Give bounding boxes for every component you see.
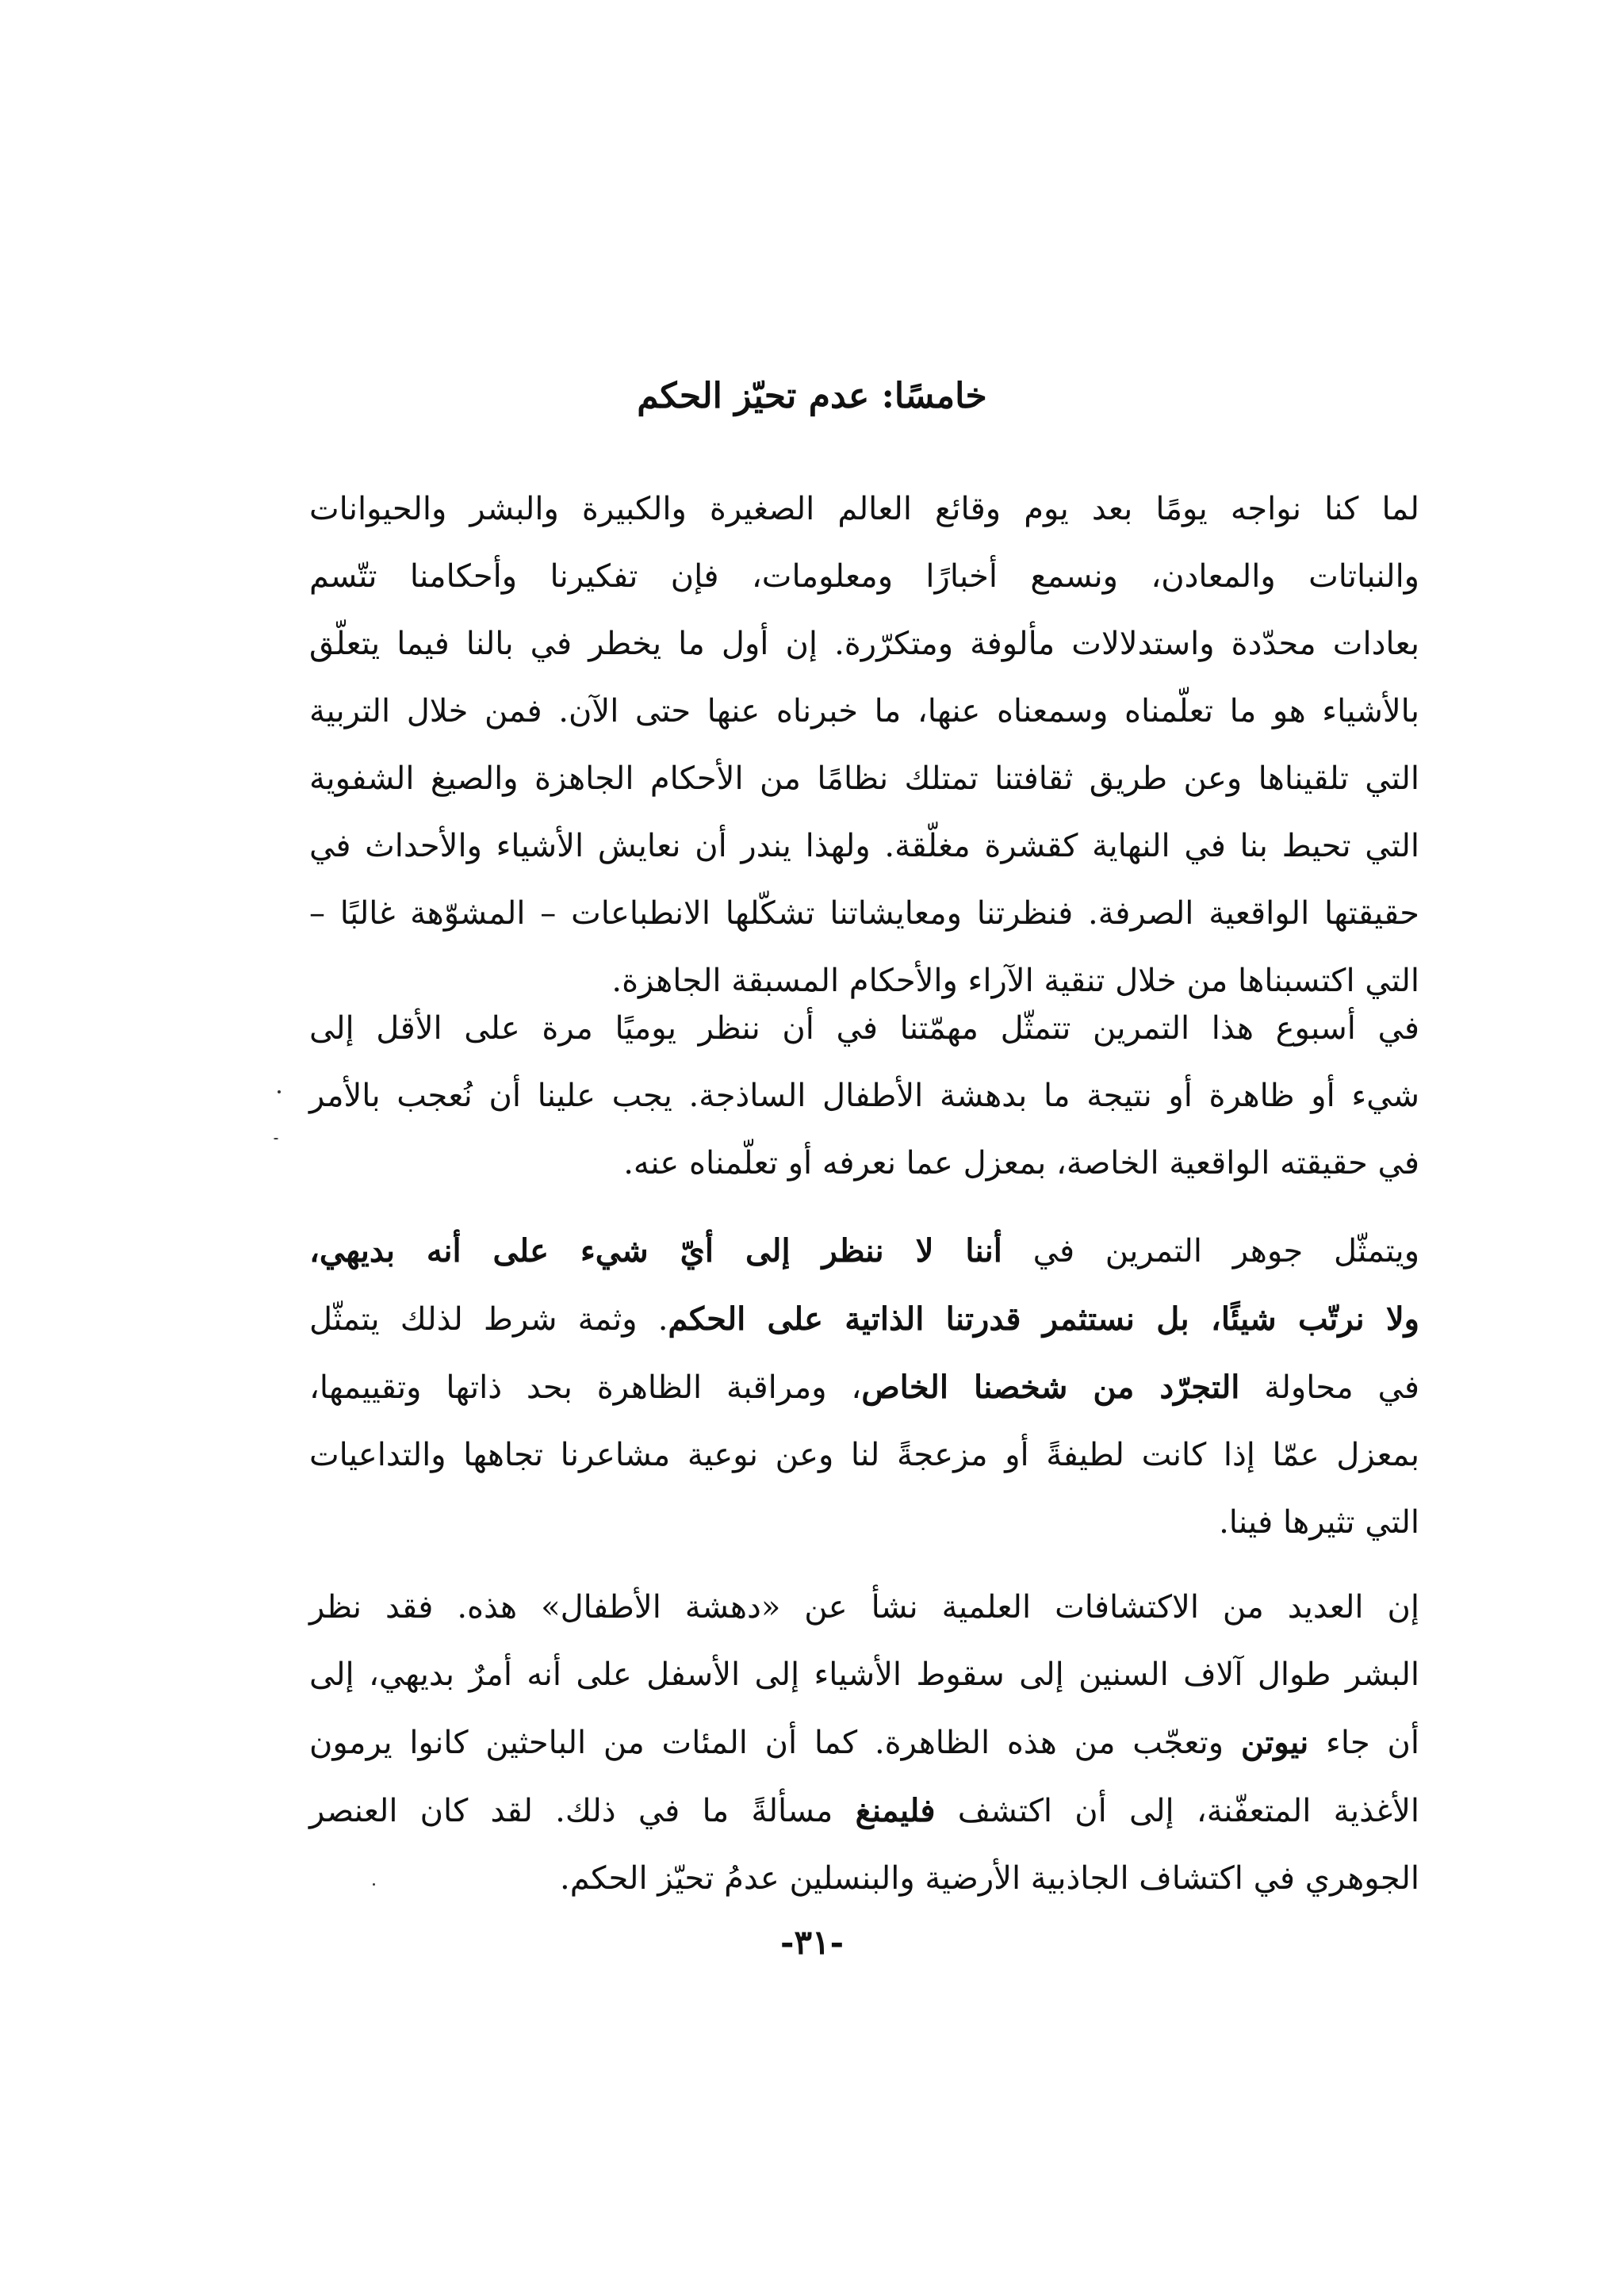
paragraph-line: بالأشياء هو ما تعلّمناه وسمعناه عنها، ما خبرناه عنها حتى الآن. فمن خلال التربية <box>309 693 1419 730</box>
paragraph-line: التي تحيط بنا في النهاية كقشرة مغلّقة. ولهذا يندر أن نعايش الأشياء والأحداث في <box>309 828 1419 864</box>
scan-speck <box>274 1138 278 1139</box>
text-run: في محاولة <box>1239 1369 1419 1406</box>
paragraph-exercise-essence <box>309 1217 1419 1557</box>
paragraph-line <box>309 1777 1419 1845</box>
emphasized-name: نيوتن <box>1240 1724 1309 1761</box>
paragraph-line: حقيقتها الواقعية الصرفة. فنظرتنا ومعايشاتنا تشكّلها الانطباعات – المشوّهة غالبًا – <box>309 895 1419 932</box>
paragraph-line: في أسبوع هذا التمرين تتمثّل مهمّتنا في أن ننظر يوميًا مرة على الأقل إلى <box>309 1010 1419 1047</box>
paragraph-line: البشر طوال آلاف السنين إلى سقوط الأشياء إلى الأسفل على أنه أمرٌ بديهي، إلى <box>309 1656 1420 1693</box>
paragraph-line: بمعزل عمّا إذا كانت لطيفةً أو مزعجةً لنا وعن نوعية مشاعرنا تجاهها والتداعيات <box>309 1437 1419 1473</box>
text-run: أن جاء <box>1308 1725 1419 1761</box>
text-run: الأغذية المتعفّنة، إلى أن اكتشف <box>935 1793 1419 1829</box>
text-run: ، ومراقبة الظاهرة بحد ذاتها وتقييمها، <box>309 1369 862 1406</box>
paragraph-line <box>309 1709 1419 1777</box>
paragraph-line <box>309 1285 1419 1354</box>
text-run: وتعجّب من هذه الظاهرة. كما أن المئات من الباحثين كانوا يرمون <box>309 1725 1241 1761</box>
page-number: -٣١- <box>780 1923 844 1962</box>
emphasized-text: ولا نرتّب شيئًا، بل نستثمر قدرتنا الذاتية على الحكم <box>668 1300 1419 1338</box>
paragraph-line: والنباتات والمعادن، ونسمع أخبارًا ومعلومات، فإن تفكيرنا وأحكامنا تتّسم <box>309 558 1419 595</box>
paragraph-line: لما كنا نواجه يومًا بعد يوم وقائع العالم الصغيرة والكبيرة والبشر والحيوانات <box>309 491 1419 527</box>
text-run: ويتمثّل جوهر التمرين في <box>1002 1233 1420 1269</box>
paragraph-line: شيء أو ظاهرة أو نتيجة ما بدهشة الأطفال الساذجة. يجب علينا أن نُعجب بالأمر <box>309 1078 1419 1114</box>
scan-speck <box>373 1883 375 1886</box>
emphasized-text: التجرّد من شخصنا الخاص <box>861 1369 1240 1406</box>
paragraph-exercise-task <box>309 995 1419 1197</box>
paragraph-line: في حقيقته الواقعية الخاصة، بمعزل عما نعرفه أو تعلّمناه عنه. <box>623 1145 1419 1181</box>
paragraph-line: التي تلقيناها وعن طريق ثقافتنا تمتلك نظامًا من الأحكام الجاهزة والصيغ الشفوية <box>309 760 1419 797</box>
paragraph-line: التي اكتسبناها من خلال تنقية الآراء والأحكام المسبقة الجاهزة. <box>611 963 1419 999</box>
paragraph-discoveries <box>309 1574 1419 1913</box>
paragraph-line <box>309 1217 1419 1285</box>
section-heading: خامسًا: عدم تحيّز الحكم <box>637 376 987 416</box>
paragraph-line: الجوهري في اكتشاف الجاذبية الأرضية والبنسلين عدمُ تحيّز الحكم. <box>560 1860 1419 1897</box>
paragraph-line <box>309 1354 1419 1422</box>
paragraph-line: إن العديد من الاكتشافات العلمية نشأ عن «دهشة الأطفال» هذه. فقد نظر <box>309 1589 1419 1626</box>
text-run: . وثمة شرط لذلك يتمثّل <box>309 1301 668 1338</box>
emphasized-name: فليمنغ <box>855 1792 936 1829</box>
text-run: مسألةً ما في ذلك. لقد كان العنصر <box>309 1793 856 1829</box>
emphasized-text: أننا لا ننظر إلى أيّ شيء على أنه بديهي، <box>309 1232 1002 1269</box>
scan-speck <box>278 1090 281 1093</box>
paragraph-line: بعادات محدّدة واستدلالات مألوفة ومتكرّرة. إن أول ما يخطر في بالنا فيما يتعلّق <box>309 626 1419 662</box>
paragraph-line: التي تثيرها فينا. <box>1219 1504 1419 1541</box>
paragraph-intro <box>309 476 1419 1015</box>
